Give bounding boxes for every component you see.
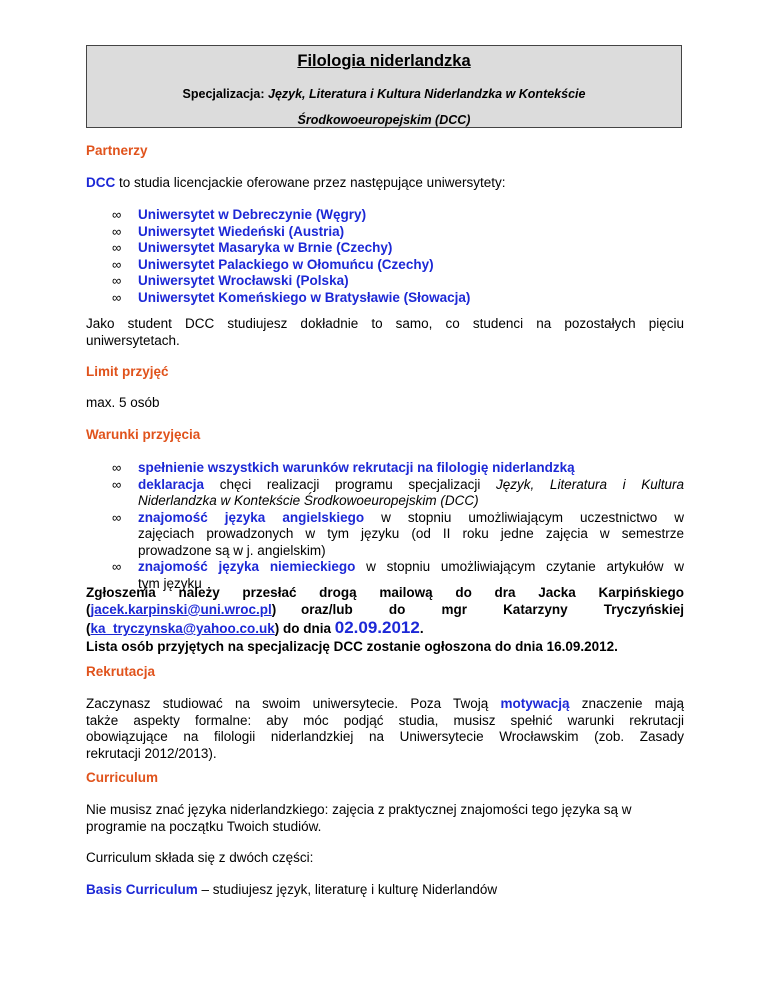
list-note: Lista osób przyjętych na specjalizację DCC zostanie ogłoszona do dnia 16.09.2012. — [86, 639, 618, 654]
curriculum-parts: Curriculum składa się z dwóch części: — [86, 850, 314, 865]
infinity-bullet-icon: ∞ — [112, 240, 122, 255]
infinity-bullet-icon: ∞ — [112, 207, 122, 222]
infinity-bullet-icon: ∞ — [112, 256, 122, 272]
university-item: ∞ Uniwersytet Palackiego w Ołomuńcu (Czechy) — [112, 256, 434, 272]
curriculum-text: Nie musisz znać języka niderlandzkiego: zajęcia z praktycznej znajomości tego języka są w programie na początku Twoich studiów. — [86, 802, 632, 834]
university-item: ∞ Uniwersytet Masaryka w Brnie (Czechy) — [112, 240, 393, 255]
infinity-bullet-icon: ∞ — [112, 460, 122, 475]
specialization-title: Specjalizacja: Język, Literatura i Kultura Niderlandzka w Kontekście Środkowoeuropejskim (DCC) — [182, 87, 586, 127]
application-word: Tryczyńskiej — [603, 601, 684, 617]
application-word: dra — [494, 585, 516, 600]
limit-value: max. 5 osób — [86, 395, 160, 410]
application-word: Zgłoszenia — [86, 585, 156, 600]
deadline-date: 02.09.2012 — [334, 618, 420, 637]
application-word: do — [388, 601, 406, 617]
limit-heading: Limit przyjęć — [86, 364, 169, 379]
infinity-bullet-icon: ∞ — [112, 476, 122, 492]
application-word: mgr — [441, 601, 467, 617]
title-box — [86, 45, 682, 128]
condition-item: ∞ znajomość języka angielskiego w stopniu umożliwiającym uczestnictwo w zajęciach prowadzonych w tym języku (od II roku jedne zajęcia w semestrze prowadzone są w j. angielskim) — [112, 509, 684, 558]
university-item: ∞ Uniwersytet Wiedeński (Austria) — [112, 223, 345, 239]
condition-item: ∞ spełnienie wszystkich warunków rekrutacji na filologię niderlandzką — [112, 460, 575, 475]
infinity-bullet-icon: ∞ — [112, 223, 122, 239]
application-word: przesłać — [242, 585, 297, 600]
infinity-bullet-icon: ∞ — [112, 559, 122, 574]
application-word: do — [455, 585, 472, 600]
partners-heading: Partnerzy — [86, 143, 148, 158]
recruitment-heading: Rekrutacja — [86, 664, 156, 679]
infinity-bullet-icon: ∞ — [112, 509, 122, 525]
application-word: mailową — [379, 585, 433, 600]
university-item: ∞ Uniwersytet Wrocławski (Polska) — [112, 273, 349, 288]
basis-curriculum: Basis Curriculum – studiujesz język, literaturę i kulturę Niderlandów — [86, 882, 498, 897]
infinity-bullet-icon: ∞ — [112, 289, 122, 305]
university-item: ∞ Uniwersytet Komeńskiego w Bratysławie (Słowacja) — [112, 289, 471, 305]
email-link-tryczynska[interactable]: ka_tryczynska@yahoo.co.uk — [90, 621, 275, 636]
condition-item: ∞ deklaracja chęci realizacji programu specjalizacji Język, Literatura i Kultura Niderlandzka w Kontekście Środkowoeuropejskim (DCC) — [112, 476, 684, 508]
condition-item: ∞ znajomość języka niemieckiego w stopniu umożliwiającym czytanie artykułów w tym języku — [112, 559, 684, 591]
application-word: Katarzyny — [503, 601, 568, 617]
application-info: Zgłoszenia należy przesłać drogą mailową do dra Jacka Karpińskiego (jacek.karpinski@uni.wroc.pl) oraz/lub do mgr Katarzyny Tryczyńskiej (ka_tryczynska@yahoo.co.uk) do dnia 02.09.2012. Lista osób przyjętych na specjalizację DCC zostanie ogłoszona do dnia 16.09.2012. — [86, 585, 684, 654]
university-item: ∞ Uniwersytet w Debreczynie (Węgry) — [112, 207, 367, 222]
application-word: Jacka — [538, 585, 576, 600]
application-word: oraz/lub — [301, 601, 353, 617]
application-word: należy — [178, 585, 220, 600]
partners-intro: DCC to studia licencjackie oferowane przez następujące uniwersytety: — [86, 175, 506, 190]
university-list — [86, 207, 684, 306]
application-word: Karpińskiego — [598, 585, 684, 600]
email-link-karpinski[interactable]: jacek.karpinski@uni.wroc.pl — [90, 601, 272, 617]
curriculum-heading: Curriculum — [86, 770, 159, 785]
conditions-list — [86, 460, 684, 592]
conditions-heading: Warunki przyjęcia — [86, 427, 201, 442]
partners-note: Jako student DCC studiujesz dokładnie to samo, co studenci na pozostałych pięciu uniwersytetach. — [86, 316, 684, 348]
application-word: drogą — [319, 585, 357, 600]
page-title: Filologia niderlandzka — [297, 52, 471, 70]
recruitment-text: Zaczynasz studiować na swoim uniwersytecie. Poza Twoją motywacją znaczenie mają także aspekty formalne: aby móc podjąć studia, musisz spełnić warunki rekrutacji obowiązujące na filologii niderlandzkiej na Uniwersytecie Wrocławskim (zob. Zasady rekrutacji 2012/2013). — [86, 696, 684, 761]
infinity-bullet-icon: ∞ — [112, 273, 122, 288]
